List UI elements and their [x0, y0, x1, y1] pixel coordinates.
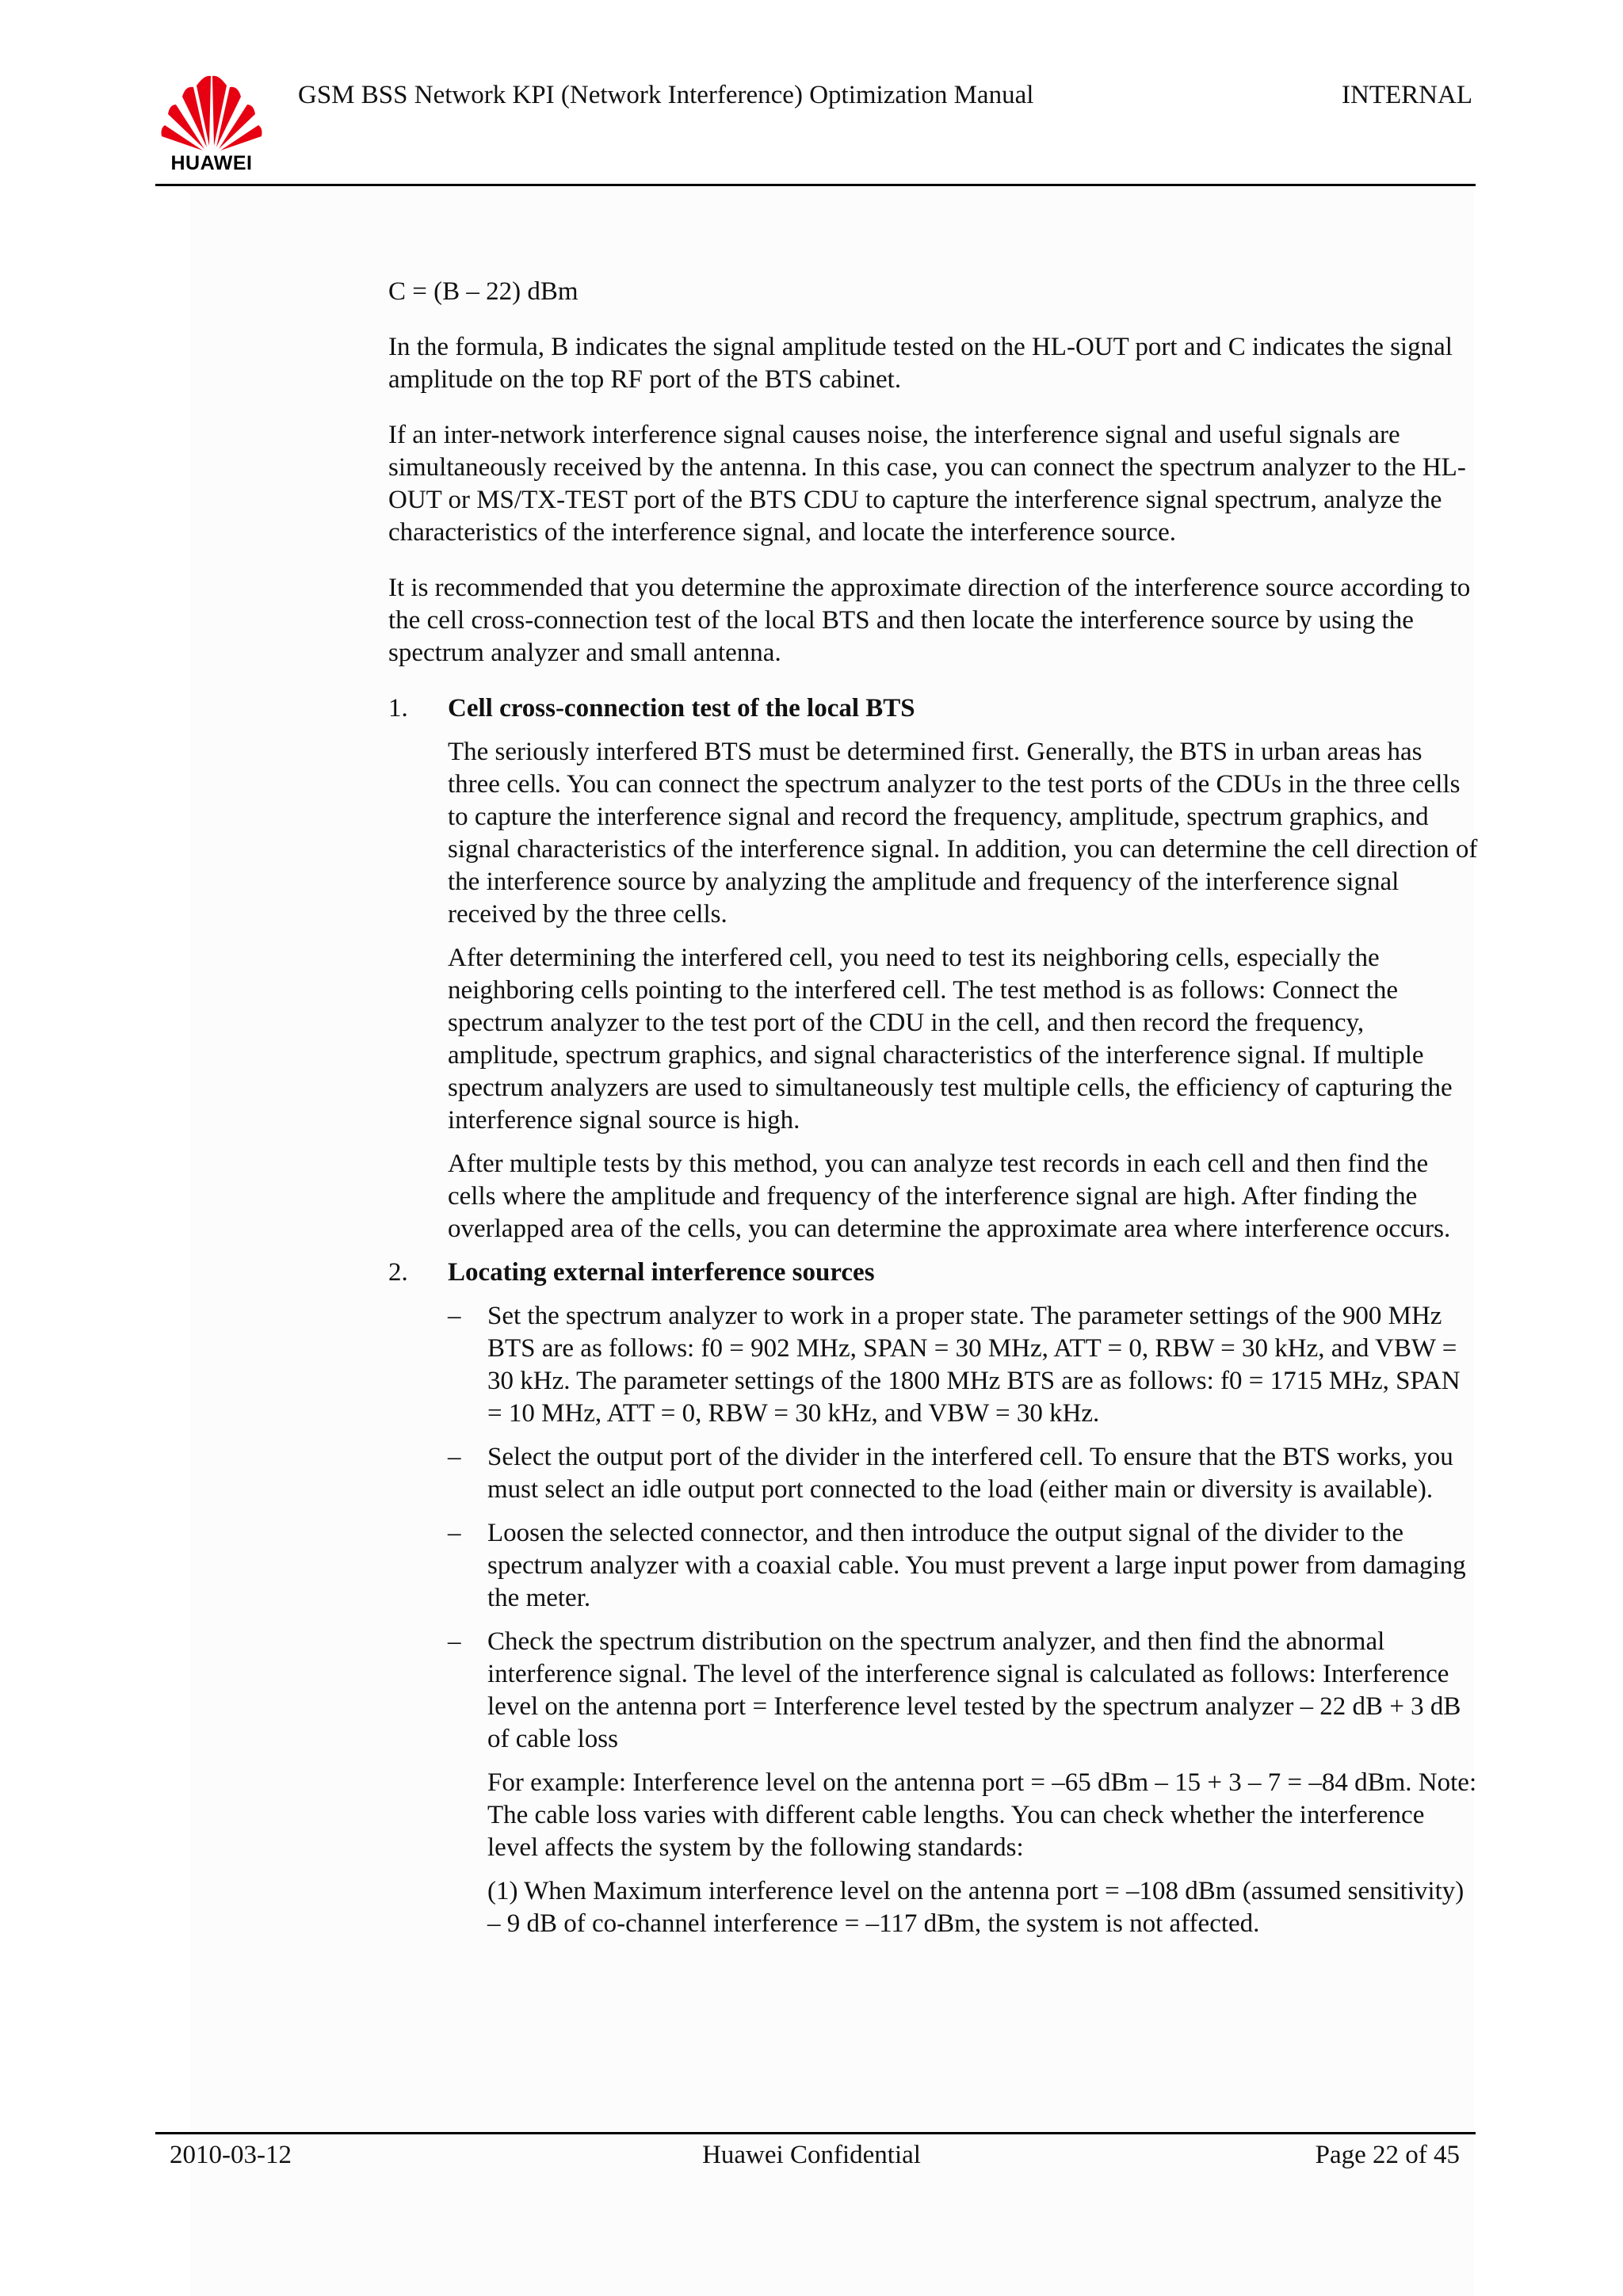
huawei-petals-icon — [158, 73, 265, 152]
dash-list-item — [448, 1300, 1478, 1430]
huawei-logo — [158, 73, 265, 176]
dash-bullet: – — [448, 1302, 461, 1330]
bullet-text: Check the spectrum distribution on the spectrum analyzer, and then find the abnormal interference signal. The level of the interference signal is calculated as follows: Interference level on the antenna port = Interference level tested by the spectrum analyzer – 22 dB + 3 dB of cable loss — [487, 1627, 1461, 1753]
item-number: 1. — [388, 694, 408, 723]
item-paragraph: After determining the interfered cell, you need to test its neighboring cells, especially the neighboring cells pointing to the interfered cell. The test method is as follows: Connect the spectrum analyzer to the test port of the CDU in the cell, and then record the frequency, amplitude, spectrum graphics, and signal characteristics of the interference signal. If multiple spectrum analyzers are used to simultaneously test multiple cells, the efficiency of capturing the interference signal source is high. — [448, 944, 1453, 1135]
bullet-text: Loosen the selected connector, and then introduce the output signal of the divider to the spectrum analyzer with a coaxial cable. You must prevent a large input power from damaging the meter. — [487, 1519, 1466, 1612]
dash-bullet: – — [448, 1627, 461, 1656]
paragraph: It is recommended that you determine the approximate direction of the interference source according to the cell cross-connection test of the local BTS and then locate the interference source by using the spectrum analyzer and small antenna. — [388, 574, 1471, 667]
footer-rule — [155, 2132, 1476, 2134]
bullet-text: Select the output port of the divider in the interfered cell. To ensure that the BTS works, you must select an idle output port connected to the load (either main or diversity is available). — [487, 1443, 1453, 1504]
item-number: 2. — [388, 1258, 408, 1287]
footer-confidentiality: Huawei Confidential — [702, 2141, 921, 2169]
classification-label: INTERNAL — [1342, 81, 1472, 109]
numbered-item — [388, 692, 1478, 1245]
document-title: GSM BSS Network KPI (Network Interference) Optimization Manual — [298, 81, 1034, 109]
page-header — [0, 0, 1623, 190]
header-rule — [155, 184, 1476, 186]
footer-date: 2010-03-12 — [170, 2141, 292, 2169]
item-paragraph: The seriously interfered BTS must be determined first. Generally, the BTS in urban areas has three cells. You can connect the spectrum analyzer to the test ports of the CDUs in the three cells to capture the interference signal and record the frequency, amplitude, spectrum graphics, and signal characteristics of the interference signal. In addition, you can determine the cell direction of the interference source by analyzing the amplitude and frequency of the interference signal received by the three cells. — [448, 738, 1478, 929]
paragraph: If an inter-network interference signal causes noise, the interference signal and useful signals are simultaneously received by the antenna. In this case, you can connect the spectrum analyzer to the HL-OUT or MS/TX-TEST port of the BTS CDU to capture the interference signal spectrum, analyze the characteristics of the interference signal, and locate the interference source. — [388, 421, 1466, 547]
item-heading: Cell cross-connection test of the local BTS — [448, 694, 915, 723]
dash-list-item — [448, 1626, 1478, 1940]
dash-bullet: – — [448, 1519, 461, 1547]
bullet-text: Set the spectrum analyzer to work in a proper state. The parameter settings of the 900 MHz BTS are as follows: f0 = 902 MHz, SPAN = 30 MHz, ATT = 0, RBW = 30 kHz, and VBW = 30 kHz. The parameter settings of the 1800 MHz BTS are as follows: f0 = 1715 MHz, SPAN = 10 MHz, ATT = 0, RBW = 30 kHz, and VBW = 30 kHz. — [487, 1302, 1461, 1428]
item-paragraph: After multiple tests by this method, you can analyze test records in each cell and then find the cells where the amplitude and frequency of the interference signal are high. After finding the overlapped area of the cells, you can determine the approximate area where interference occurs. — [448, 1150, 1451, 1243]
logo-wordmark: HUAWEI — [170, 152, 253, 174]
formula: C = (B – 22) dBm — [388, 277, 579, 306]
item-heading: Locating external interference sources — [448, 1258, 875, 1287]
paragraph: In the formula, B indicates the signal amplitude tested on the HL-OUT port and C indicates the signal amplitude on the top RF port of the BTS cabinet. — [388, 333, 1453, 394]
dash-list-item — [448, 1441, 1478, 1506]
bullet-example: For example: Interference level on the antenna port = –65 dBm – 15 + 3 – 7 = –84 dBm. Note: The cable loss varies with different cable lengths. You can check whether the interference level affects the system by the following standards: — [487, 1768, 1477, 1862]
dash-list-item — [448, 1517, 1478, 1615]
dash-bullet: – — [448, 1443, 461, 1471]
bullet-standard: (1) When Maximum interference level on the antenna port = –108 dBm (assumed sensitivity) – 9 dB of co-channel interference = –117 dBm, the system is not affected. — [487, 1877, 1465, 1938]
page-number: Page 22 of 45 — [1315, 2141, 1460, 2169]
page-content — [388, 276, 1478, 1951]
numbered-item — [388, 1257, 1478, 1940]
